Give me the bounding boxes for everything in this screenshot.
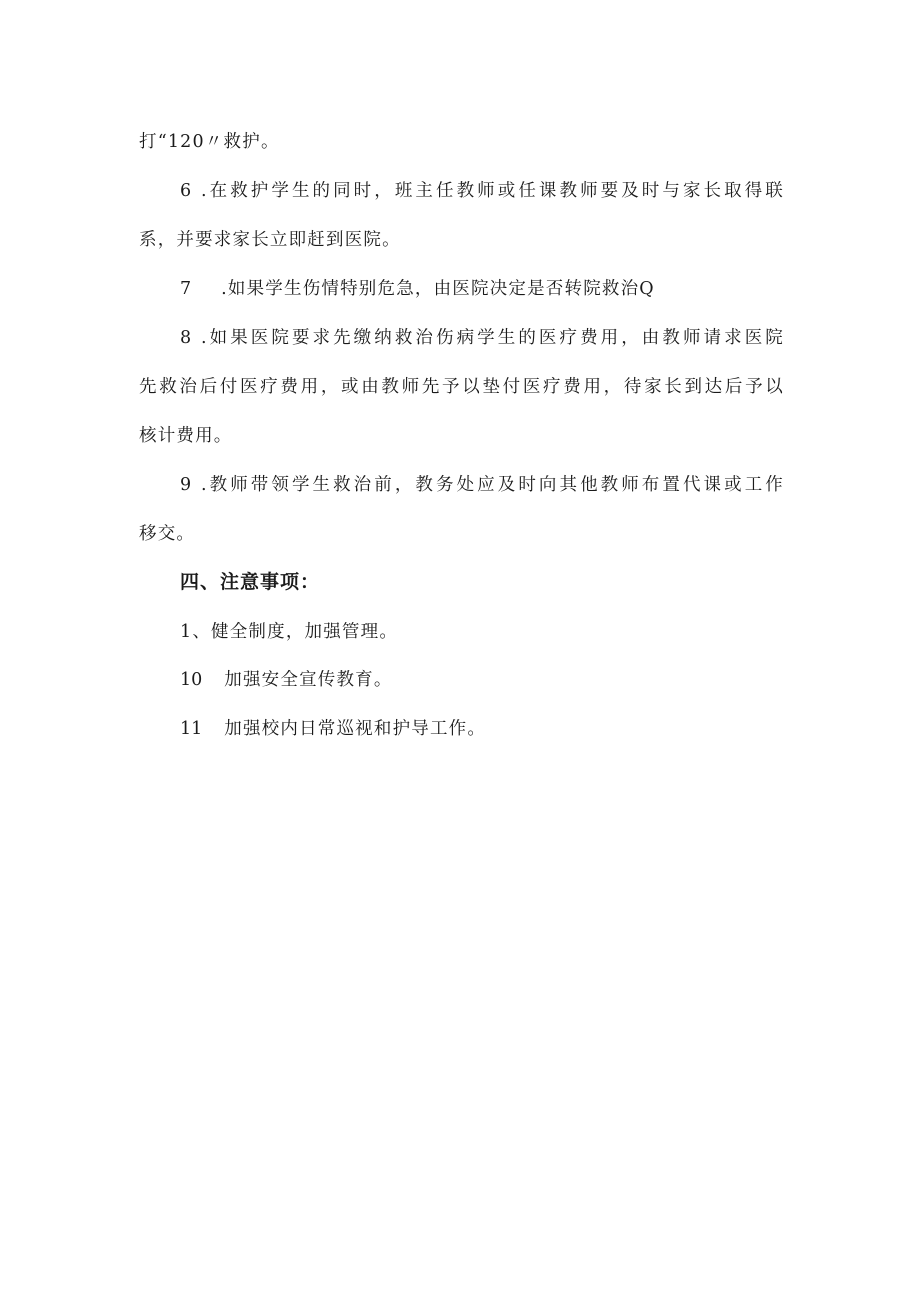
paragraph-6-line-2: 系，并要求家长立即赶到医院。 [139,230,401,250]
section-4-item-2 [180,667,784,693]
paragraph-6-line-1: 6 .在救护学生的同时，班主任教师或任课教师要及时与家长取得联 [180,181,784,201]
paragraph-7-number: 7 [180,279,192,299]
paragraph-8-line-2: 先救治后付医疗费用，或由教师先予以垫付医疗费用，待家长到达后予以 [139,377,784,397]
section-4-item-3 [180,716,784,742]
paragraph-8-line-1: 8 .如果医院要求先缴纳救治伤病学生的医疗费用，由教师请求医院 [180,328,784,348]
section-4-heading: 四、注意事项： [180,571,321,593]
section-4-item-1: 1、健全制度，加强管理。 [180,622,399,642]
paragraph-5-tail: 打“120〃救护。 [139,132,280,152]
paragraph-7-text: .如果学生伤情特别危急，由医院决定是否转院救治Q [221,279,655,299]
section-4-item-2-text: 加强安全宣传教育。 [224,670,393,690]
paragraph-9-line-2: 移交。 [139,524,196,544]
paragraph-7 [180,276,784,302]
paragraph-8-line-3: 核计费用。 [139,426,233,446]
paragraph-9-line-1: 9 .教师带领学生救治前，教务处应及时向其他教师布置代课或工作 [180,475,784,495]
section-4-item-3-number: 11 [180,719,203,739]
section-4-item-3-text: 加强校内日常巡视和护导工作。 [224,719,487,739]
section-4-item-2-number: 10 [180,670,203,690]
